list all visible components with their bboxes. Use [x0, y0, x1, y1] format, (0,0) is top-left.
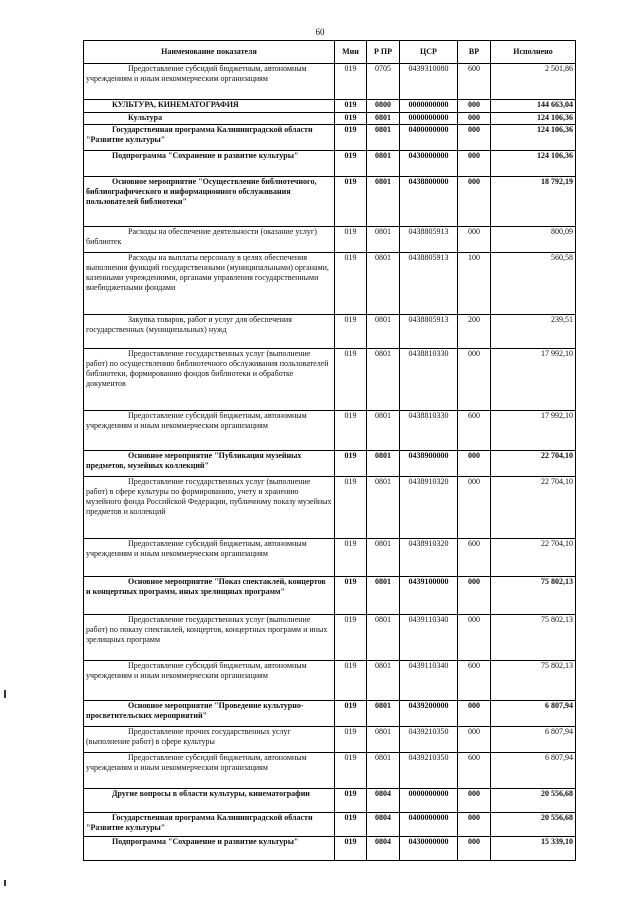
row-csr: 0439100000: [400, 577, 458, 615]
table-row: [84, 789, 576, 813]
header-executed: Исполнено: [491, 41, 576, 64]
row-vr: 000: [458, 349, 491, 411]
row-name: Предоставление государственных услуг (выполнение работ) по показу спектаклей, концертов, концертных программ и иных зрелищных программ: [84, 615, 335, 661]
table-row: [84, 451, 576, 477]
row-rpr: 0801: [367, 125, 400, 151]
row-rpr: 0801: [367, 451, 400, 477]
row-min: 019: [335, 727, 367, 753]
row-min: 019: [335, 177, 367, 227]
row-vr: 000: [458, 477, 491, 539]
row-min: 019: [335, 151, 367, 177]
page-number: 60: [315, 27, 325, 37]
row-csr: 0438805913: [400, 315, 458, 349]
table-row: [84, 227, 576, 253]
row-csr: 0400000000: [400, 125, 458, 151]
row-rpr: 0801: [367, 727, 400, 753]
row-csr: 0438805913: [400, 253, 458, 315]
row-min: 019: [335, 661, 367, 701]
row-csr: 0439110340: [400, 661, 458, 701]
row-executed: 75 802,13: [491, 615, 576, 661]
row-min: 019: [335, 411, 367, 451]
row-rpr: 0801: [367, 477, 400, 539]
row-rpr: 0801: [367, 753, 400, 789]
row-csr: 0439210350: [400, 753, 458, 789]
row-vr: 000: [458, 727, 491, 753]
header-min: Мин: [335, 41, 367, 64]
row-executed: 20 556,68: [491, 813, 576, 837]
table-row: [84, 113, 576, 125]
table-row: [84, 577, 576, 615]
row-rpr: 0801: [367, 151, 400, 177]
table-row: [84, 837, 576, 861]
row-csr: 0000000000: [400, 789, 458, 813]
table-row: [84, 64, 576, 100]
row-csr: 0438810330: [400, 411, 458, 451]
row-csr: 0000000000: [400, 113, 458, 125]
row-vr: 000: [458, 100, 491, 113]
row-rpr: 0801: [367, 113, 400, 125]
row-vr: 000: [458, 151, 491, 177]
row-rpr: 0801: [367, 177, 400, 227]
row-min: 019: [335, 451, 367, 477]
row-csr: 0439310080: [400, 64, 458, 100]
row-rpr: 0804: [367, 837, 400, 861]
row-executed: 6 807,94: [491, 753, 576, 789]
row-name: Основное мероприятие "Публикация музейных предметов, музейных коллекций": [84, 451, 335, 477]
row-csr: 0430000000: [400, 837, 458, 861]
row-min: 019: [335, 577, 367, 615]
row-executed: 20 556,68: [491, 789, 576, 813]
header-rpr: Р ПР: [367, 41, 400, 64]
row-name: Подпрограмма "Сохранение и развитие культуры": [84, 151, 335, 177]
row-min: 019: [335, 477, 367, 539]
margin-mark: [4, 880, 6, 886]
row-min: 019: [335, 813, 367, 837]
row-vr: 000: [458, 177, 491, 227]
row-name: Предоставление государственных услуг (выполнение работ) в сфере культуры по формированию, учету и хранению музейного фонда Российской Федерации, публичному показу музейных предметов и коллекций: [84, 477, 335, 539]
header-name: Наименование показателя: [84, 41, 335, 64]
row-name: Предоставление субсидий бюджетным, автономным учреждениям и иным некоммерческим организациям: [84, 64, 335, 100]
row-min: 019: [335, 253, 367, 315]
table-row: [84, 539, 576, 577]
row-csr: 0430000000: [400, 151, 458, 177]
row-name: КУЛЬТУРА, КИНЕМАТОГРАФИЯ: [84, 100, 335, 113]
row-executed: 6 807,94: [491, 727, 576, 753]
row-vr: 200: [458, 315, 491, 349]
row-vr: 000: [458, 113, 491, 125]
row-name: Культура: [84, 113, 335, 125]
row-vr: 000: [458, 701, 491, 727]
row-name: Подпрограмма "Сохранение и развитие культуры": [84, 837, 335, 861]
row-rpr: 0801: [367, 615, 400, 661]
row-csr: 0439110340: [400, 615, 458, 661]
table-row: [84, 177, 576, 227]
row-min: 019: [335, 315, 367, 349]
row-executed: 22 704,10: [491, 539, 576, 577]
row-rpr: 0801: [367, 349, 400, 411]
table-row: [84, 349, 576, 411]
table-row: [84, 701, 576, 727]
row-executed: 75 802,13: [491, 577, 576, 615]
row-min: 019: [335, 789, 367, 813]
row-rpr: 0800: [367, 100, 400, 113]
row-name: Основное мероприятие "Проведение культурно-просветительских мероприятий": [84, 701, 335, 727]
row-min: 019: [335, 701, 367, 727]
table-row: [84, 477, 576, 539]
row-executed: 17 992,10: [491, 411, 576, 451]
row-executed: 124 106,36: [491, 113, 576, 125]
row-executed: 17 992,10: [491, 349, 576, 411]
row-vr: 000: [458, 789, 491, 813]
table-row: [84, 125, 576, 151]
row-vr: 000: [458, 837, 491, 861]
row-min: 019: [335, 113, 367, 125]
margin-mark: [4, 690, 6, 698]
row-executed: 560,58: [491, 253, 576, 315]
row-csr: 0439200000: [400, 701, 458, 727]
row-vr: 600: [458, 539, 491, 577]
table-row: [84, 727, 576, 753]
header-csr: ЦСР: [400, 41, 458, 64]
table-row: [84, 411, 576, 451]
row-rpr: 0801: [367, 701, 400, 727]
row-name: Предоставление прочих государственных услуг (выполнение работ) в сфере культуры: [84, 727, 335, 753]
row-executed: 22 704,10: [491, 477, 576, 539]
table-row: [84, 100, 576, 113]
row-vr: 600: [458, 753, 491, 789]
table-row: [84, 753, 576, 789]
row-rpr: 0801: [367, 411, 400, 451]
table-row: [84, 253, 576, 315]
row-name: Другие вопросы в области культуры, кинематографии: [84, 789, 335, 813]
row-rpr: 0801: [367, 315, 400, 349]
row-executed: 800,09: [491, 227, 576, 253]
row-executed: 15 339,10: [491, 837, 576, 861]
table-row: [84, 315, 576, 349]
row-executed: 6 807,94: [491, 701, 576, 727]
row-name: Закупка товаров, работ и услуг для обеспечения государственных (муниципальных) нужд: [84, 315, 335, 349]
row-rpr: 0804: [367, 813, 400, 837]
row-csr: 0438805913: [400, 227, 458, 253]
row-csr: 0400000000: [400, 813, 458, 837]
row-executed: 124 106,36: [491, 151, 576, 177]
row-min: 019: [335, 227, 367, 253]
row-vr: 600: [458, 411, 491, 451]
table-row: [84, 615, 576, 661]
row-rpr: 0801: [367, 253, 400, 315]
row-name: Предоставление субсидий бюджетным, автономным учреждениям и иным некоммерческим организациям: [84, 411, 335, 451]
row-csr: 0438800000: [400, 177, 458, 227]
row-csr: 0438910320: [400, 539, 458, 577]
row-name: Предоставление субсидий бюджетным, автономным учреждениям и иным некоммерческим организациям: [84, 661, 335, 701]
row-min: 019: [335, 100, 367, 113]
row-executed: 144 663,04: [491, 100, 576, 113]
row-rpr: 0801: [367, 661, 400, 701]
table-header-row: [84, 41, 576, 64]
row-name: Основное мероприятие "Показ спектаклей, концертов и концертных программ, иных зрелищных программ": [84, 577, 335, 615]
row-rpr: 0804: [367, 789, 400, 813]
row-rpr: 0801: [367, 539, 400, 577]
row-vr: 000: [458, 227, 491, 253]
row-vr: 000: [458, 615, 491, 661]
row-executed: 124 106,36: [491, 125, 576, 151]
row-rpr: 0705: [367, 64, 400, 100]
row-vr: 600: [458, 661, 491, 701]
row-rpr: 0801: [367, 227, 400, 253]
row-name: Расходы на обеспечение деятельности (оказание услуг) библиотек: [84, 227, 335, 253]
row-min: 019: [335, 64, 367, 100]
table-row: [84, 813, 576, 837]
row-executed: 239,51: [491, 315, 576, 349]
budget-report-table: [83, 40, 576, 861]
row-min: 019: [335, 837, 367, 861]
row-vr: 000: [458, 577, 491, 615]
row-vr: 000: [458, 451, 491, 477]
row-vr: 000: [458, 125, 491, 151]
row-csr: 0438910320: [400, 477, 458, 539]
row-min: 019: [335, 125, 367, 151]
row-csr: 0439210350: [400, 727, 458, 753]
row-vr: 100: [458, 253, 491, 315]
row-name: Предоставление государственных услуг (выполнение работ) по осуществлению библиотечного обслуживания пользователей библиотеки, формированию фондов библиотеки и обработке документов: [84, 349, 335, 411]
row-min: 019: [335, 615, 367, 661]
row-name: Государственная программа Калининградской области "Развитие культуры": [84, 125, 335, 151]
row-executed: 75 802,13: [491, 661, 576, 701]
row-min: 019: [335, 753, 367, 789]
row-name: Основное мероприятие "Осуществление библиотечного, библиографического и информационного обслуживания пользователей библиотеки": [84, 177, 335, 227]
row-name: Государственная программа Калининградской области "Развитие культуры": [84, 813, 335, 837]
header-vr: ВР: [458, 41, 491, 64]
row-name: Предоставление субсидий бюджетным, автономным учреждениям и иным некоммерческим организациям: [84, 539, 335, 577]
row-name: Расходы на выплаты персоналу в целях обеспечения выполнения функций государственными (муниципальными) органами, казенными учреждениями, органами управления государственными внебюджетными фондами: [84, 253, 335, 315]
table-row: [84, 661, 576, 701]
table-row: [84, 151, 576, 177]
row-vr: 000: [458, 813, 491, 837]
row-name: Предоставление субсидий бюджетным, автономным учреждениям и иным некоммерческим организациям: [84, 753, 335, 789]
row-executed: 22 704,10: [491, 451, 576, 477]
row-min: 019: [335, 539, 367, 577]
row-executed: 2 501,86: [491, 64, 576, 100]
row-rpr: 0801: [367, 577, 400, 615]
row-csr: 0000000000: [400, 100, 458, 113]
row-executed: 18 792,19: [491, 177, 576, 227]
row-vr: 600: [458, 64, 491, 100]
row-csr: 0438900000: [400, 451, 458, 477]
row-csr: 0438810330: [400, 349, 458, 411]
row-min: 019: [335, 349, 367, 411]
